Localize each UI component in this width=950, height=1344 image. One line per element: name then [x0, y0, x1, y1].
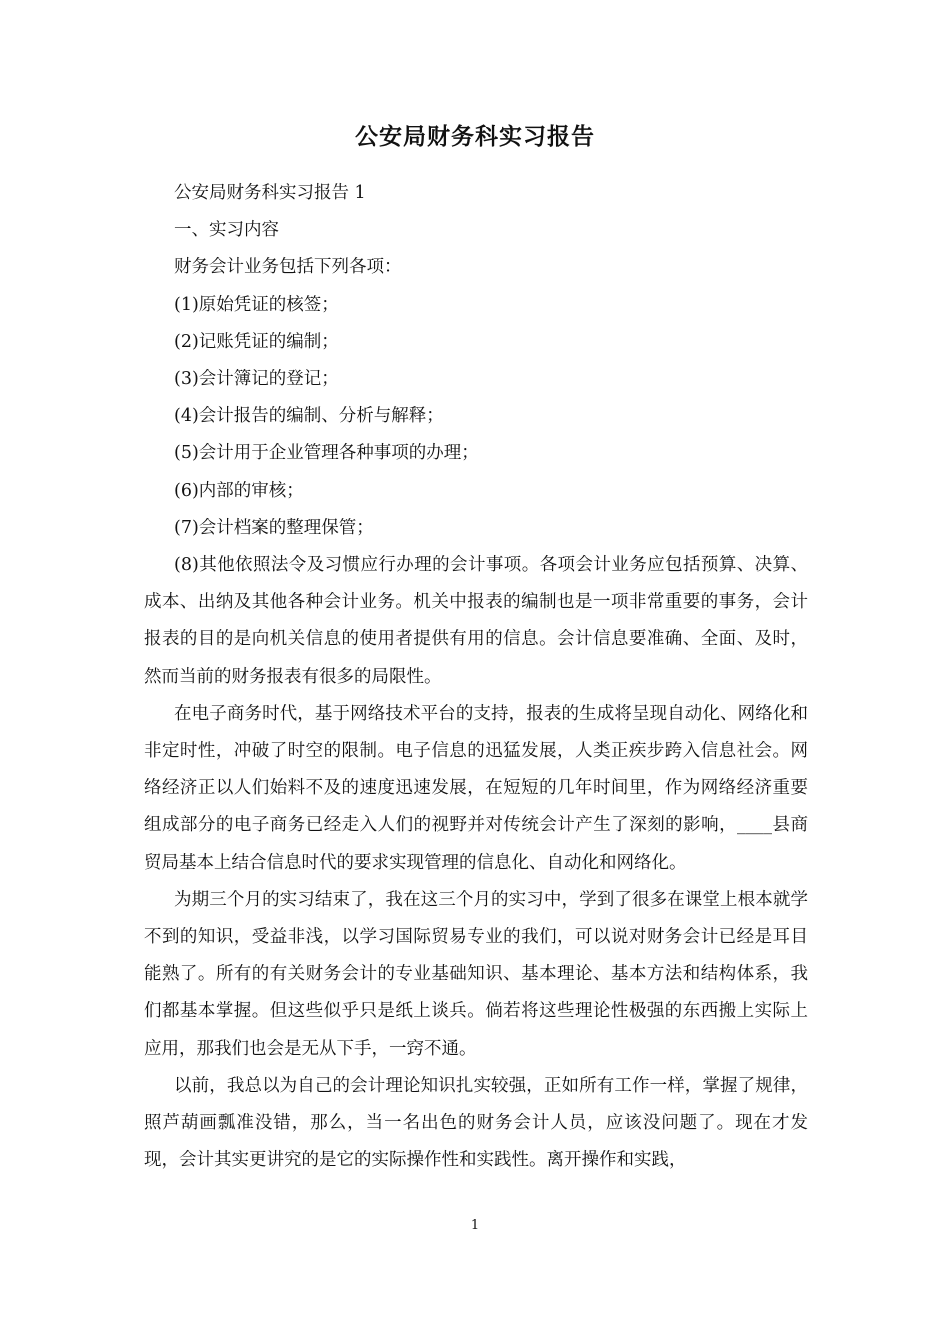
report-subtitle: 公安局财务科实习报告 1 — [174, 183, 366, 203]
paragraph-internship: 为期三个月的实习结束了，我在这三个月的实习中，学到了很多在课堂上根本就学不到的知识，受益非浅，以学习国际贸易专业的我们，可以说对财务会计已经是耳目能熟了。所有的有关财务会计的专业基础知识、基本理论、基本方法和结构体系，我们都基本掌握。但这些似乎只是纸上谈兵。倘若将这些理论性极强的东西搬上实际上应用，那我们也会是无从下手，一窍不通。 — [144, 889, 808, 1059]
document-title: 公安局财务科实习报告 — [355, 123, 595, 150]
list-item: (6)内部的审核； — [174, 480, 304, 501]
document-body — [144, 175, 808, 1179]
paragraph-e-commerce: 在电子商务时代，基于网络技术平台的支持，报表的生成将呈现自动化、网络化和非定时性，冲破了时空的限制。电子信息的迅猛发展，人类正疾步跨入信息社会。网络经济正以人们始料不及的速度迅速发展，在短短的几年时间里，作为网络经济重要组成部分的电子商务已经走入人们的视野并对传统会计产生了深刻的影响，____县商贸局基本上结合信息时代的要求实现管理的信息化、自动化和网络化。 — [144, 703, 808, 873]
paragraph-reflection: 以前，我总以为自己的会计理论知识扎实较强，正如所有工作一样，掌握了规律，照芦葫画瓢准没错，那么，当一名出色的财务会计人员，应该没问题了。现在才发现，会计其实更讲究的是它的实际操作性和实践性。离开操作和实践， — [144, 1075, 808, 1171]
intro-line: 财务会计业务包括下列各项： — [174, 257, 402, 278]
page-number: 1 — [470, 1218, 480, 1233]
list-item: (1)原始凭证的核签； — [174, 294, 339, 315]
list-item: (3)会计簿记的登记； — [174, 369, 339, 390]
list-item: (2)记账凭证的编制； — [174, 331, 339, 352]
list-item: (7)会计档案的整理保管； — [174, 517, 374, 538]
list-item: (4)会计报告的编制、分析与解释； — [174, 406, 444, 427]
list-item: (5)会计用于企业管理各种事项的办理； — [174, 443, 479, 464]
paragraph-item-8: (8)其他依照法令及习惯应行办理的会计事项。各项会计业务应包括预算、决算、成本、出纳及其他各种会计业务。机关中报表的编制也是一项非常重要的事务，会计报表的目的是向机关信息的使用者提供有用的信息。会计信息要准确、全面、及时，然而当前的财务报表有很多的局限性。 — [144, 555, 808, 687]
section-heading: 一、实习内容 — [174, 220, 279, 241]
